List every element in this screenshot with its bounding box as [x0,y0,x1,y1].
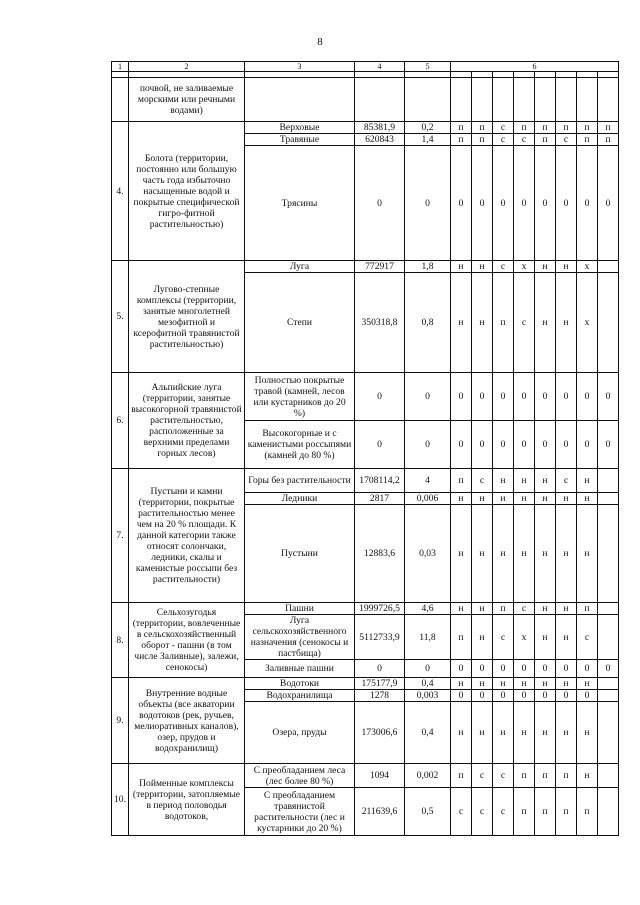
rating-cell: п [577,788,598,836]
rating-cell: 0 [472,373,493,421]
table-row [112,764,619,788]
rating-cell: 0 [493,421,514,469]
row-number: 7. [112,469,129,603]
rating-cell [514,78,535,122]
rating-cell [598,678,619,690]
subcategory-name: Высокогорные и с каменистыми россыпями (камней до 80 %) [245,421,355,469]
percent-value: 0 [405,660,451,678]
rating-cell: н [577,678,598,690]
row-number [112,78,129,122]
rating-cell: 0 [598,373,619,421]
subcategory-name: Озера, пруды [245,702,355,764]
rating-cell: 0 [598,660,619,678]
percent-value: 0,003 [405,690,451,702]
rating-cell: н [472,678,493,690]
rating-cell [598,78,619,122]
rating-cell: н [535,261,556,273]
rating-cell: п [451,469,472,493]
rating-cell [598,493,619,505]
rating-cell [493,78,514,122]
subcategory-name: Полностью покрытые травой (камней, лесов или кустарников до 20 %) [245,373,355,421]
rating-cell: н [556,493,577,505]
percent-value: 0,006 [405,493,451,505]
rating-cell: н [472,505,493,603]
rating-cell: н [556,273,577,373]
area-value: 211639,6 [355,788,405,836]
subcategory-name: Степи [245,273,355,373]
rating-cell: п [514,788,535,836]
percent-value [405,78,451,122]
rating-cell [451,78,472,122]
rating-cell: 0 [493,373,514,421]
rating-cell: н [472,493,493,505]
area-value: 5112733,9 [355,615,405,660]
subcategory-name: С преобладанием травянистой растительности (лес и кустарники до 20 %) [245,788,355,836]
subcategory-name: Луга сельскохозяйственного назначения (сенокосы и пастбища) [245,615,355,660]
rating-cell: н [451,678,472,690]
percent-value: 0,5 [405,788,451,836]
subcategory-name: Трясины [245,146,355,261]
rating-cell: н [493,678,514,690]
area-value: 175177,9 [355,678,405,690]
percent-value: 0 [405,146,451,261]
rating-cell: п [514,764,535,788]
percent-value: 0,4 [405,678,451,690]
rating-cell: н [556,702,577,764]
rating-cell [598,702,619,764]
row-number: 10. [112,764,129,836]
rating-cell: н [535,469,556,493]
category-label: почвой, не заливаемые морскими или речными водами) [129,78,245,122]
header-cell: 2 [129,62,245,72]
row-number: 6. [112,373,129,469]
rating-cell: 0 [451,660,472,678]
percent-value: 1,4 [405,134,451,146]
rating-cell: п [556,788,577,836]
rating-cell: 0 [514,660,535,678]
rating-cell: 0 [577,146,598,261]
category-label: Альпийские луга (территории, занятые высокогорной травянистой растительностью, расположенные за верхними пределами горных лесов) [129,373,245,469]
rating-cell [598,603,619,615]
rating-cell [535,78,556,122]
percent-value: 0 [405,421,451,469]
area-value: 350318,8 [355,273,405,373]
rating-cell: п [577,122,598,134]
subcategory-name: Верховые [245,122,355,134]
category-label: Внутренние водные объекты (все акватории водотоков (рек, ручьев, мелиоративных каналов), озер, прудов и водохранилищ) [129,678,245,764]
rating-cell: п [535,764,556,788]
percent-value: 4 [405,469,451,493]
rating-cell: 0 [535,146,556,261]
rating-cell: н [514,493,535,505]
rating-cell: н [451,603,472,615]
percent-value: 0,03 [405,505,451,603]
rating-cell: 0 [472,421,493,469]
area-value: 0 [355,146,405,261]
rating-cell: 0 [451,146,472,261]
rating-cell: 0 [556,373,577,421]
percent-value: 0,2 [405,122,451,134]
table-row [112,678,619,690]
area-value: 1278 [355,690,405,702]
rating-cell: н [472,261,493,273]
rating-cell [472,78,493,122]
rating-cell [598,469,619,493]
rating-cell: н [556,678,577,690]
row-number: 5. [112,261,129,373]
header-cell: 4 [355,62,405,72]
rating-cell: н [493,493,514,505]
rating-cell: 0 [493,146,514,261]
rating-cell: 0 [472,146,493,261]
rating-cell: 0 [577,660,598,678]
rating-cell: н [535,273,556,373]
subcategory-name: Ледники [245,493,355,505]
subcategory-name: Пашни [245,603,355,615]
rating-cell: н [535,702,556,764]
header-row [112,62,619,72]
rating-cell: н [451,261,472,273]
rating-cell: х [514,261,535,273]
rating-cell: 0 [556,690,577,702]
rating-cell: п [535,788,556,836]
rating-cell: с [472,764,493,788]
rating-cell [598,788,619,836]
area-value: 2817 [355,493,405,505]
area-value [355,78,405,122]
rating-cell [598,261,619,273]
rating-cell: н [514,678,535,690]
rating-cell: с [493,788,514,836]
header-cell: 6 [451,62,619,72]
rating-cell: н [577,505,598,603]
rating-cell: с [493,615,514,660]
rating-cell: с [556,469,577,493]
rating-cell: н [556,603,577,615]
area-value: 772917 [355,261,405,273]
category-label: Пустыни и камни (территории, покрытые растительностью менее чем на 20 % площади. К данной категории также относят солончаки, ледники, скалы и каменистые россыпи без растительности) [129,469,245,603]
header-cell: 3 [245,62,355,72]
rating-cell: 0 [598,146,619,261]
area-value: 12883,6 [355,505,405,603]
rating-cell: 0 [514,690,535,702]
subcategory-name: Горы без растительности [245,469,355,493]
rating-cell: с [493,122,514,134]
rating-cell: 0 [556,421,577,469]
header-cell: 5 [405,62,451,72]
percent-value: 0,4 [405,702,451,764]
row-number: 8. [112,603,129,678]
rating-cell: н [535,603,556,615]
rating-cell: п [598,134,619,146]
rating-cell: 0 [535,373,556,421]
subcategory-name [245,78,355,122]
rating-cell: н [535,678,556,690]
category-label: Болота (территории, постоянно или большую часть года избыточно насыщенные водой и покрытые специфической гигро-фитной растительностью) [129,122,245,261]
page-number: 8 [317,36,323,48]
table-row [112,373,619,421]
rating-cell: н [472,603,493,615]
percent-value: 0,8 [405,273,451,373]
rating-cell: 0 [535,690,556,702]
subcategory-name: С преобладанием леса (лес более 80 %) [245,764,355,788]
rating-cell: н [535,615,556,660]
area-value: 0 [355,421,405,469]
percent-value: 4,6 [405,603,451,615]
rating-cell: 0 [535,660,556,678]
rating-cell: п [577,134,598,146]
rating-cell: п [514,122,535,134]
rating-cell: п [493,603,514,615]
data-table [111,61,619,836]
rating-cell [598,690,619,702]
rating-cell: п [535,122,556,134]
category-label: Пойменные комплексы (территории, затопляемые в период половодья водотоков, [129,764,245,836]
rating-cell: 0 [493,660,514,678]
rating-cell: 0 [451,421,472,469]
rating-cell: н [535,493,556,505]
rating-cell: 0 [535,421,556,469]
rating-cell [598,764,619,788]
rating-cell [556,78,577,122]
rating-cell: 0 [598,421,619,469]
area-value: 173006,6 [355,702,405,764]
rating-cell: н [472,615,493,660]
rating-cell: п [472,122,493,134]
rating-cell: 0 [514,146,535,261]
category-label: Сельхозугодья (территории, вовлеченные в сельскохозяйственный оборот - пашни (в том числе Заливные), залежи, сенокосы) [129,603,245,678]
area-value: 85381,9 [355,122,405,134]
rating-cell: с [514,273,535,373]
rating-cell [598,505,619,603]
rating-cell: н [577,764,598,788]
rating-cell: н [514,505,535,603]
rating-cell: п [451,122,472,134]
rating-cell: н [493,505,514,603]
rating-cell: н [472,273,493,373]
rating-cell: п [556,122,577,134]
area-value: 1708114,2 [355,469,405,493]
rating-cell: 0 [577,690,598,702]
subcategory-name: Заливные пашни [245,660,355,678]
rating-cell: п [556,764,577,788]
rating-cell: с [472,788,493,836]
subcategory-name: Пустыни [245,505,355,603]
percent-value: 11,8 [405,615,451,660]
rating-cell: с [514,603,535,615]
table-row [112,122,619,134]
rating-cell: н [577,493,598,505]
rating-cell: с [493,261,514,273]
rating-cell: п [493,273,514,373]
rating-cell: п [472,134,493,146]
rating-cell: с [451,788,472,836]
rating-cell: п [451,764,472,788]
rating-cell: с [514,134,535,146]
area-value: 0 [355,373,405,421]
rating-cell: х [577,273,598,373]
subcategory-name: Водохранилища [245,690,355,702]
percent-value: 0,002 [405,764,451,788]
rating-cell: 0 [493,690,514,702]
rating-cell: с [493,134,514,146]
rating-cell: п [451,134,472,146]
rating-cell: н [472,702,493,764]
subcategory-name: Луга [245,261,355,273]
rating-cell [598,273,619,373]
rating-cell: н [493,702,514,764]
rating-cell: 0 [514,421,535,469]
header-cell: 1 [112,62,129,72]
rating-cell: н [451,493,472,505]
percent-value: 1,8 [405,261,451,273]
rating-cell: с [577,615,598,660]
row-number: 9. [112,678,129,764]
rating-cell: 0 [451,690,472,702]
rating-cell: п [598,122,619,134]
table-row [112,78,619,122]
table-row [112,603,619,615]
rating-cell: 0 [577,421,598,469]
rating-cell: н [514,469,535,493]
rating-cell: н [577,469,598,493]
rating-cell: 0 [451,373,472,421]
rating-cell: с [472,469,493,493]
rating-cell: п [451,615,472,660]
rating-cell: н [535,505,556,603]
rating-cell: п [577,603,598,615]
rating-cell: с [493,764,514,788]
rating-cell [598,615,619,660]
rating-cell: н [451,273,472,373]
rating-cell: н [493,469,514,493]
rating-cell: 0 [472,690,493,702]
rating-cell: н [451,505,472,603]
table-row [112,469,619,493]
rating-cell: н [577,702,598,764]
area-value: 1094 [355,764,405,788]
subcategory-name: Водотоки [245,678,355,690]
rating-cell: н [451,702,472,764]
rating-cell: 0 [514,373,535,421]
rating-cell: 0 [556,146,577,261]
area-value: 0 [355,660,405,678]
rating-cell: с [556,134,577,146]
rating-cell: п [535,134,556,146]
rating-cell: 0 [577,373,598,421]
rating-cell: н [556,615,577,660]
table-row [112,261,619,273]
rating-cell: н [556,261,577,273]
row-number: 4. [112,122,129,261]
rating-cell: 0 [472,660,493,678]
rating-cell: х [514,615,535,660]
subcategory-name: Травяные [245,134,355,146]
percent-value: 0 [405,373,451,421]
rating-cell [577,78,598,122]
rating-cell: 0 [556,660,577,678]
rating-cell: н [514,702,535,764]
area-value: 620843 [355,134,405,146]
rating-cell: н [556,505,577,603]
rating-cell: х [577,261,598,273]
category-label: Лугово-степные комплексы (территории, занятые многолетней мезофитной и ксерофитной травянистой растительностью) [129,261,245,373]
area-value: 1999726,5 [355,603,405,615]
